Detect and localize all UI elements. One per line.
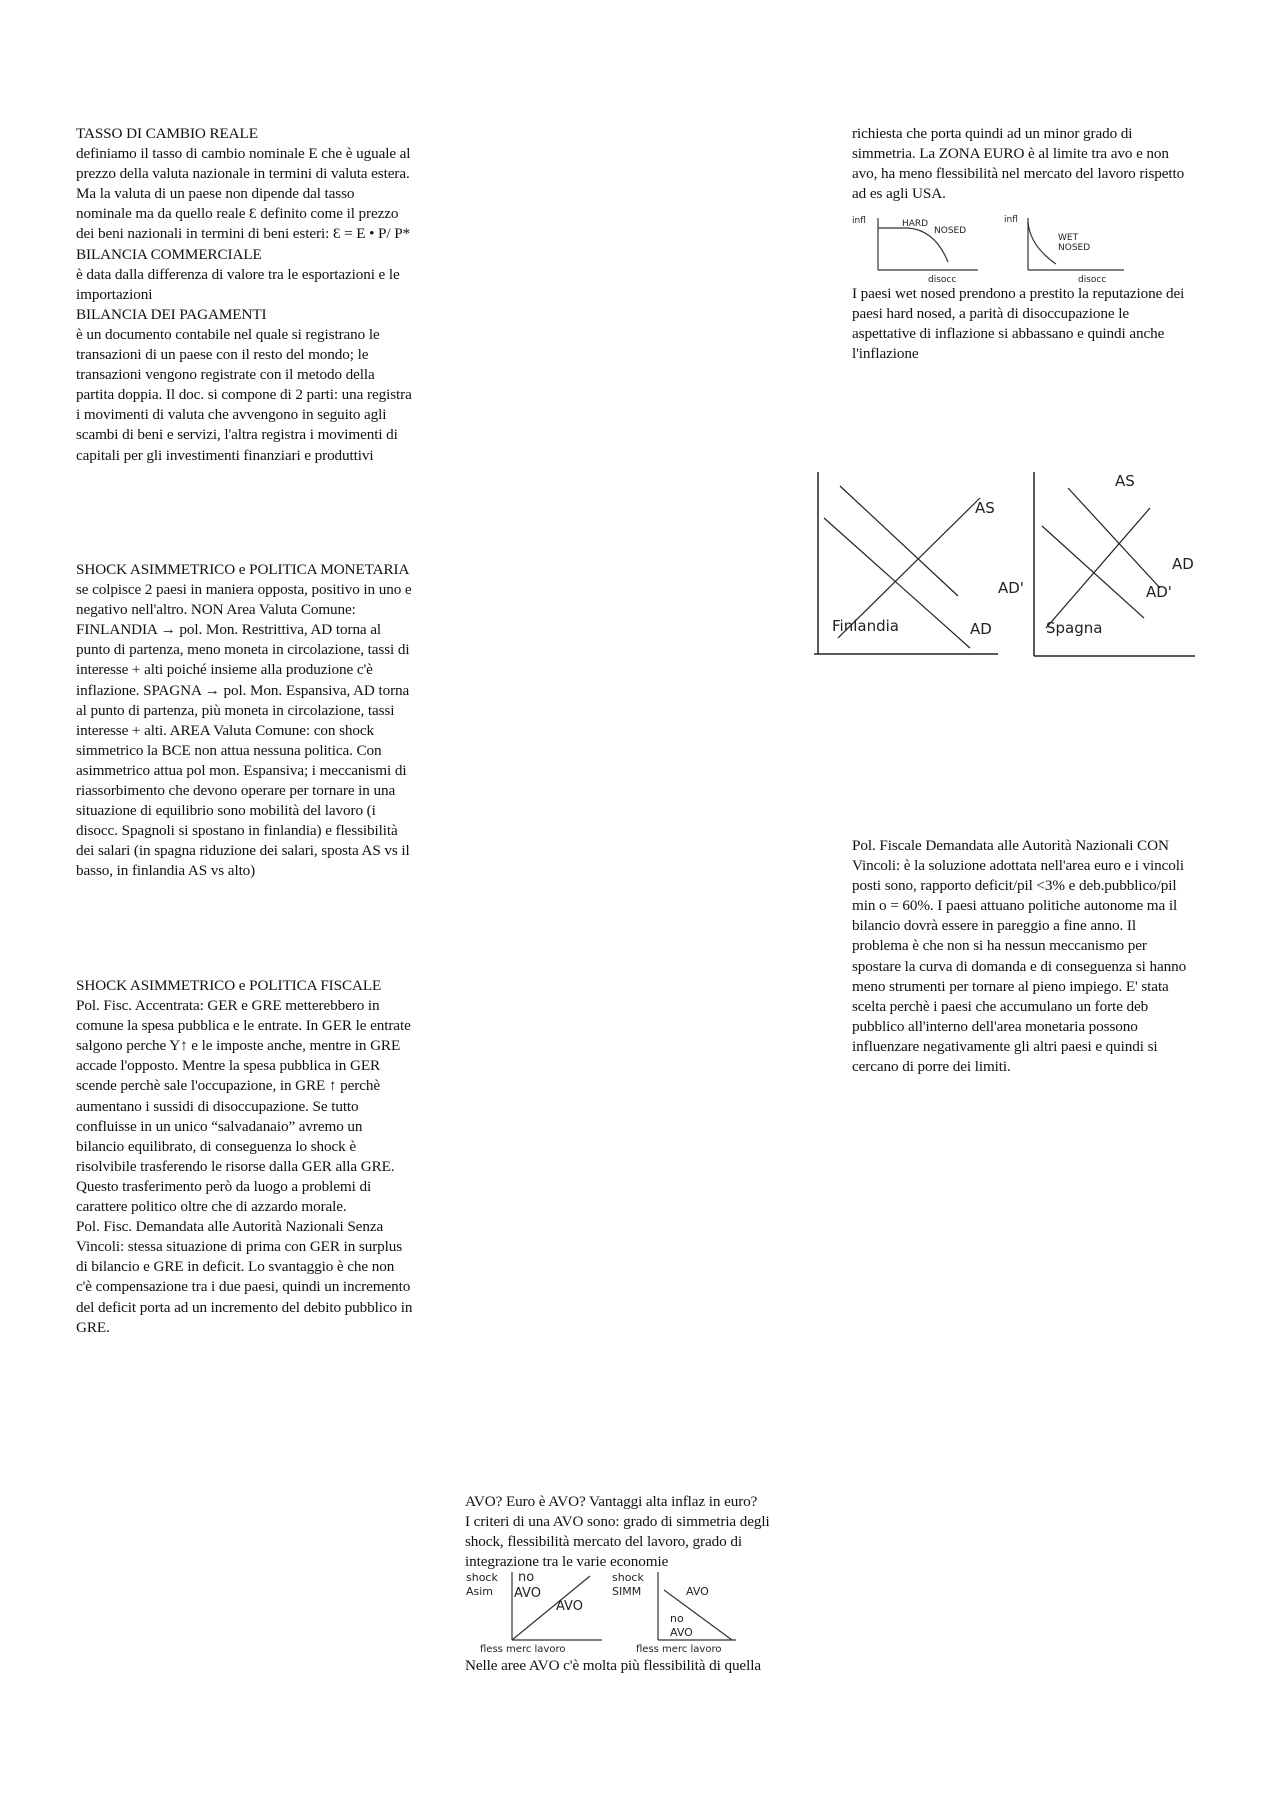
nosed-right-curve-label-wet: WET: [1058, 233, 1079, 243]
avo-right-y-label-shock: shock: [612, 1571, 644, 1584]
avo-left-y-label-shock: shock: [466, 1571, 498, 1584]
asymmetric-shock-fiscal-policy-text: SHOCK ASIMMETRICO e POLITICA FISCALE Pol. Fisc. Accentrata: GER e GRE metterebbero in comune la spesa pubblica e le entrate. In GER le entrate salgono perche Y↑ e le imposte anche, mentre in GRE accade l'opposto. Mentre la spesa pubblica in GER scende perchè sale l'occupazione, in GRE ↑ perchè aumentano i sussidi di disoccupazione. Se tutto confluisse in un unico “salvadanaio” avremo un bilancio equilibrato, di conseguenza lo shock è risolvibile trasferendo le risorse dalla GER alla GRE. Questo trasferimento però da luogo a problemi di carattere politico oltre che di azzardo morale. Pol. Fisc. Demandata alle Autorità Nazionali Senza Vincoli: stessa situazione di prima con GER in surplus di bilancio e GRE in deficit. Lo svantaggio è che non c'è compensazione tra i due paesi, quindi un incremento del deficit porta ad un incremento del debito pubblico in GRE.: [76, 977, 413, 1336]
avo-right-y-label-simm: SIMM: [612, 1585, 642, 1598]
asymmetric-shock-monetary-policy-text: SHOCK ASIMMETRICO e POLITICA MONETARIA se colpisce 2 paesi in maniera opposta, positivo in uno e negativo nell'altro. NON Area Valuta Comune: FINLANDIA → pol. Mon. Restrittiva, AD torna al punto di partenza, meno moneta in circolazione, tassi di interesse + alti poiché insieme alla produzione c'è inflazione. SPAGNA → pol. Mon. Espansiva, AD torna al punto di partenza, più moneta in circolazione, tassi interesse + alti. AREA Valuta Comune: con shock simmetrico la BCE non attua nessuna politica. Con asimmetrico attua pol mon. Espansiva; i meccanismi di riassorbimento che devono operare per tornare in una situazione di equilibrio sono mobilità del lavoro (i disocc. Spagnoli si spostano in finlandia) e flessibilità dei salari (in spagna riduzione dei salari, sposta AS vs il basso, in finlandia AS vs alto): [76, 561, 412, 880]
avo-criteria-text: AVO? Euro è AVO? Vantaggi alta inflaz in euro? I criteri di una AVO sono: grado di simmetria degli shock, flessibilità mercato del lavoro, grado di integrazione tra le varie economie: [465, 1493, 770, 1571]
avo-left-x-label: fless merc lavoro: [480, 1644, 566, 1655]
nosed-left-x-label: disocc: [928, 275, 957, 285]
finlandia-as-label: AS: [975, 499, 995, 517]
avo-figure: [464, 1570, 784, 1654]
avo-right-region-no: no: [670, 1612, 684, 1625]
spagna-ad-label: AD: [1172, 555, 1194, 573]
euro-zone-continuation-text: richiesta che porta quindi ad un minor grado di simmetria. La ZONA EURO è al limite tra avo e non avo, ha meno flessibilità nel mercato del lavoro rispetto ad es agli USA.: [852, 125, 1185, 203]
nosed-left-y-label: infl: [852, 216, 866, 226]
spagna-country-label: Spagna: [1046, 619, 1103, 637]
avo-left-region-no: no: [518, 1570, 535, 1585]
nosed-left-curve-label-nosed: NOSED: [934, 226, 967, 236]
nosed-right-x-label: disocc: [1078, 275, 1107, 285]
avo-left-region-avo-top: AVO: [514, 1586, 541, 1601]
avo-right-x-label: fless merc lavoro: [636, 1644, 722, 1655]
avo-flexibility-text: Nelle aree AVO c'è molta più flessibilità di quella: [465, 1657, 761, 1674]
nosed-right-y-label: infl: [1004, 215, 1018, 225]
avo-right-region-avo-top: AVO: [686, 1585, 709, 1598]
avo-right-region-avo-bottom: AVO: [670, 1626, 693, 1639]
spagna-as-label: AS: [1115, 472, 1135, 490]
exchange-rate-and-balances-text: TASSO DI CAMBIO REALE definiamo il tasso di cambio nominale E che è uguale al prezzo della valuta nazionale in termini di valuta estera. Ma la valuta di un paese non dipende dal tasso nominale ma da quello reale Ɛ definito come il prezzo dei beni nazionali in termini di beni esteri: Ɛ = E • P/ P* BILANCIA COMMERCIALE è data dalla differenza di valore tra le esportazioni e le importazioni BILANCIA DEI PAGAMENTI è un documento contabile nel quale si registrano le transazioni di un paese con il resto del mondo; le transazioni vengono registrate con il metodo della partita doppia. Il doc. si compone di 2 parti: una registra i movimenti di valuta che avvengono in seguito agli scambi di beni e servizi, l'altra registra i movimenti di capitali per gli investimenti finanziari e produttivi: [76, 125, 412, 464]
as-ad-figure: [810, 468, 1205, 660]
fiscal-policy-with-constraints-text: Pol. Fiscale Demandata alle Autorità Nazionali CON Vincoli: è la soluzione adottata nell'area euro e i vincoli posti sono, rapporto deficit/pil <3% e deb.pubblico/pil min o = 60%. I paesi attuano politiche autonome ma il bilancio dovrà essere in pareggio a fine anno. Il problema è che non si ha nessun meccanismo per spostare la curva di domanda e di conseguenza si hanno meno strumenti per tornare al pieno impiego. E' stata scelta perchè i paesi che accumulano un forte deb pubblico all'interno dell'area monetaria possono influenzare negativamente gli altri paesi e quindi si cercano di porre dei limiti.: [852, 837, 1187, 1076]
finlandia-ad-label: AD: [970, 620, 992, 638]
avo-left-region-avo-bottom: AVO: [556, 1599, 583, 1614]
finlandia-country-label: Finlandia: [832, 617, 899, 635]
wet-nosed-reputation-text: I paesi wet nosed prendono a prestito la reputazione dei paesi hard nosed, a parità di disoccupazione le aspettative di inflazione si abbassano e quindi anche l'inflazione: [852, 285, 1185, 363]
finlandia-ad-shifted-label: AD': [998, 579, 1024, 597]
nosed-left-curve-label-hard: HARD: [902, 219, 929, 229]
hard-wet-nosed-figure: [850, 210, 1110, 285]
nosed-right-curve-label-nosed: NOSED: [1058, 243, 1091, 253]
spagna-ad-shifted-label: AD': [1146, 583, 1172, 601]
avo-left-y-label-asim: Asim: [466, 1585, 494, 1598]
